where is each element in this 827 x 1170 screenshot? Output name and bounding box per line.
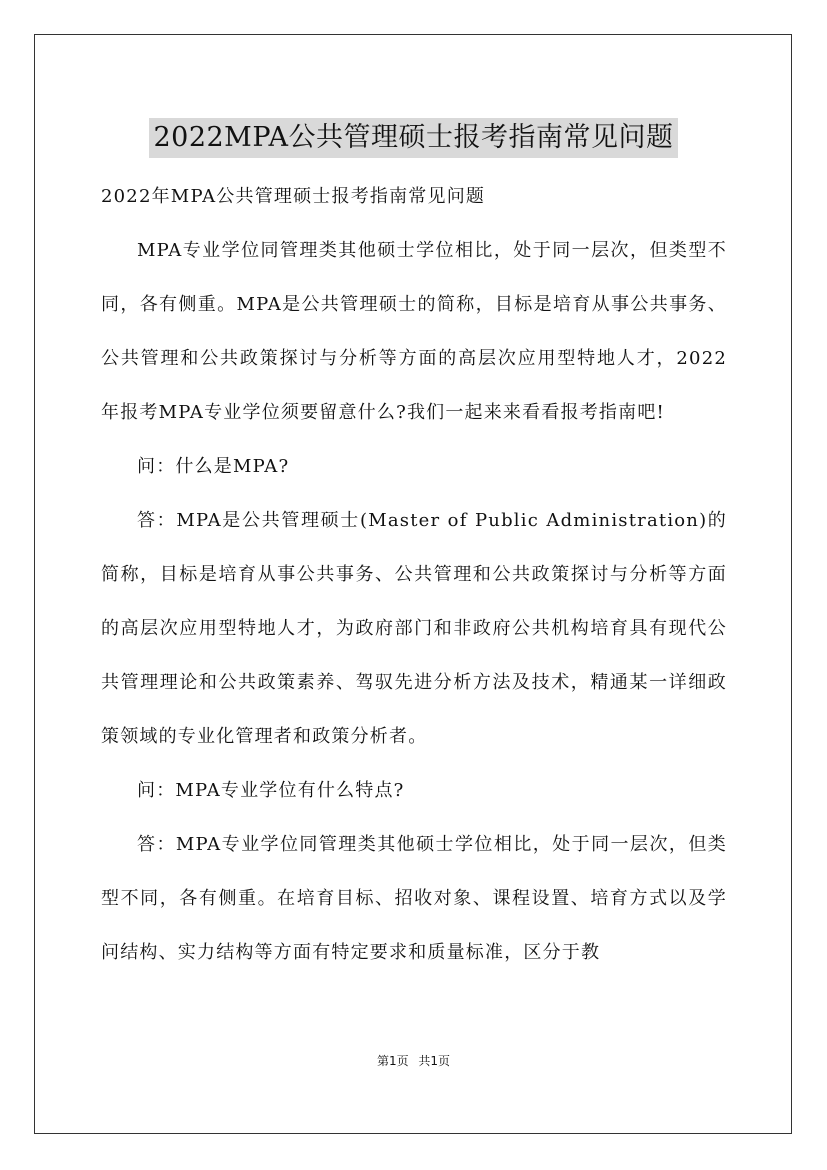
answer-what-is-mpa: 答：MPA是公共管理硕士(Master of Public Administration)的简称，目标是培育从事公共事务、公共管理和公共政策探讨与分析等方面的高层次应用型特地人才，为政府部门和非政府公共机构培育具有现代公共管理理论和公共政策素养、驾驭先进分析方法及技术，精通某一详细政策领域的专业化管理者和政策分析者。 bbox=[101, 510, 727, 747]
page-footer bbox=[0, 1052, 827, 1069]
question-mpa-features: 问：MPA专业学位有什么特点? bbox=[137, 780, 405, 801]
title-container bbox=[0, 100, 827, 176]
document-title: 2022MPA公共管理硕士报考指南常见问题 bbox=[149, 118, 677, 158]
answer-mpa-features: 答：MPA专业学位同管理类其他硕士学位相比，处于同一层次，但类型不同，各有侧重。在培育目标、招收对象、课程设置、培育方式以及学问结构、实力结构等方面有特定要求和质量标准，区分于教 bbox=[101, 834, 727, 963]
paragraph-intro: MPA专业学位同管理类其他硕士学位相比，处于同一层次，但类型不同，各有侧重。MPA是公共管理硕士的简称，目标是培育从事公共事务、公共管理和公共政策探讨与分析等方面的高层次应用型特地人才，2022年报考MPA专业学位须要留意什么?我们一起来来看看报考指南吧! bbox=[101, 240, 727, 423]
page-number: 第1页 bbox=[376, 1054, 409, 1068]
page-total: 共1页 bbox=[418, 1054, 451, 1068]
question-what-is-mpa: 问：什么是MPA? bbox=[137, 456, 290, 477]
document-body bbox=[101, 170, 727, 980]
subtitle: 2022年MPA公共管理硕士报考指南常见问题 bbox=[101, 186, 486, 207]
